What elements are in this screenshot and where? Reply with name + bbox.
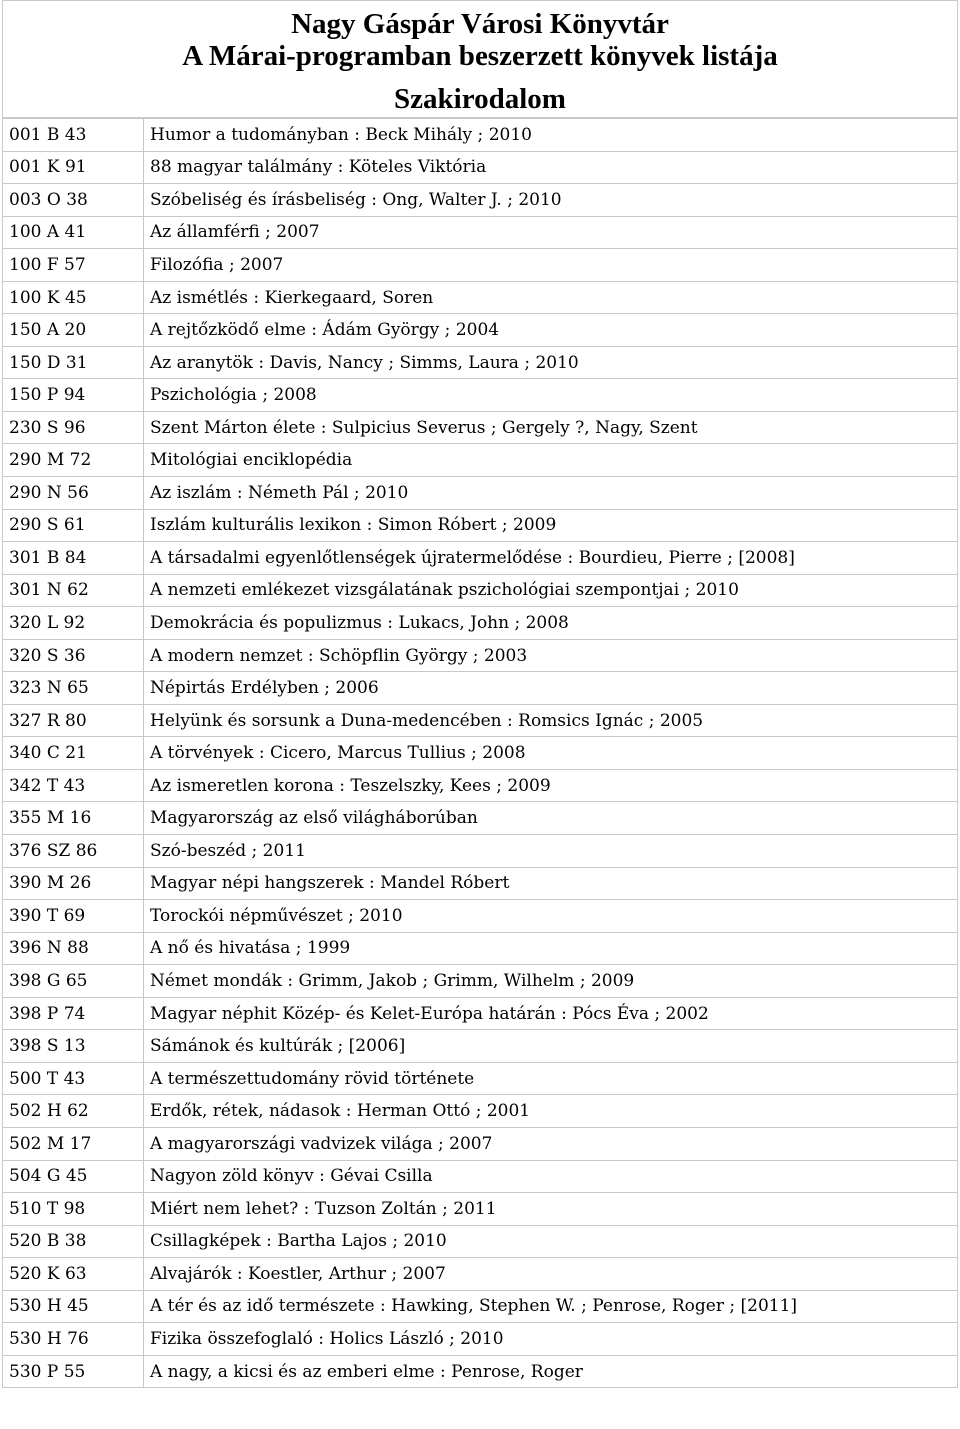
table-row: [3, 835, 958, 868]
table-row: [3, 411, 958, 444]
call-number: 100 K 45: [3, 281, 144, 314]
table-row: [3, 997, 958, 1030]
book-title: Demokrácia és populizmus : Lukacs, John ; 2008: [144, 607, 958, 640]
book-title: Fizika összefoglaló : Holics László ; 2010: [144, 1323, 958, 1356]
call-number: 510 T 98: [3, 1193, 144, 1226]
book-title: Humor a tudományban : Beck Mihály ; 2010: [144, 119, 958, 152]
book-title: Erdők, rétek, nádasok : Herman Ottó ; 2001: [144, 1095, 958, 1128]
library-name: Nagy Gáspár Városi Könyvtár: [291, 8, 669, 40]
call-number: 390 M 26: [3, 867, 144, 900]
table-row: [3, 1062, 958, 1095]
table-row: [3, 184, 958, 217]
call-number: 520 K 63: [3, 1258, 144, 1291]
book-title: Szó-beszéd ; 2011: [144, 835, 958, 868]
table-row: [3, 379, 958, 412]
table-row: [3, 769, 958, 802]
call-number: 230 S 96: [3, 411, 144, 444]
table-row: [3, 281, 958, 314]
table-row: [3, 1290, 958, 1323]
table-row: [3, 314, 958, 347]
book-title: Szóbeliség és írásbeliség : Ong, Walter J. ; 2010: [144, 184, 958, 217]
book-title: Népirtás Erdélyben ; 2006: [144, 672, 958, 705]
table-row: [3, 737, 958, 770]
call-number: 301 N 62: [3, 574, 144, 607]
call-number: 398 G 65: [3, 965, 144, 998]
book-title: Helyünk és sorsunk a Duna-medencében : Romsics Ignác ; 2005: [144, 704, 958, 737]
book-title: A modern nemzet : Schöpflin György ; 2003: [144, 639, 958, 672]
call-number: 502 M 17: [3, 1127, 144, 1160]
section-title: Szakirodalom: [394, 83, 566, 115]
list-title: A Márai-programban beszerzett könyvek listája: [182, 40, 778, 72]
table-row: [3, 965, 958, 998]
table-row: [3, 802, 958, 835]
table-row: [3, 1258, 958, 1291]
book-title: A nő és hivatása ; 1999: [144, 932, 958, 965]
header-block: [2, 0, 958, 118]
book-title: A nemzeti emlékezet vizsgálatának pszichológiai szempontjai ; 2010: [144, 574, 958, 607]
book-title: Magyar néphit Közép- és Kelet-Európa határán : Pócs Éva ; 2002: [144, 997, 958, 1030]
call-number: 340 C 21: [3, 737, 144, 770]
table-row: [3, 509, 958, 542]
book-title: Az ismeretlen korona : Teszelszky, Kees ; 2009: [144, 769, 958, 802]
book-title: Csillagképek : Bartha Lajos ; 2010: [144, 1225, 958, 1258]
call-number: 390 T 69: [3, 900, 144, 933]
table-row: [3, 1030, 958, 1063]
book-title: Szent Márton élete : Sulpicius Severus ; Gergely ?, Nagy, Szent: [144, 411, 958, 444]
call-number: 323 N 65: [3, 672, 144, 705]
table-row: [3, 1355, 958, 1388]
book-title: Magyar népi hangszerek : Mandel Róbert: [144, 867, 958, 900]
call-number: 355 M 16: [3, 802, 144, 835]
call-number: 396 N 88: [3, 932, 144, 965]
book-title: Nagyon zöld könyv : Gévai Csilla: [144, 1160, 958, 1193]
book-title: Pszichológia ; 2008: [144, 379, 958, 412]
book-title: Magyarország az első világháborúban: [144, 802, 958, 835]
table-row: [3, 1127, 958, 1160]
table-row: [3, 1095, 958, 1128]
call-number: 100 A 41: [3, 216, 144, 249]
call-number: 530 P 55: [3, 1355, 144, 1388]
call-number: 150 P 94: [3, 379, 144, 412]
call-number: 150 D 31: [3, 346, 144, 379]
call-number: 530 H 45: [3, 1290, 144, 1323]
book-title: A tér és az idő természete : Hawking, Stephen W. ; Penrose, Roger ; [2011]: [144, 1290, 958, 1323]
call-number: 500 T 43: [3, 1062, 144, 1095]
call-number: 001 K 91: [3, 151, 144, 184]
table-row: [3, 867, 958, 900]
table-row: [3, 932, 958, 965]
call-number: 301 B 84: [3, 542, 144, 575]
book-title: Mitológiai enciklopédia: [144, 444, 958, 477]
table-row: [3, 444, 958, 477]
table-row: [3, 1225, 958, 1258]
book-title: Az iszlám : Németh Pál ; 2010: [144, 477, 958, 510]
book-title: A törvények : Cicero, Marcus Tullius ; 2008: [144, 737, 958, 770]
book-title: Alvajárók : Koestler, Arthur ; 2007: [144, 1258, 958, 1291]
table-row: [3, 1160, 958, 1193]
call-number: 530 H 76: [3, 1323, 144, 1356]
book-title: Iszlám kulturális lexikon : Simon Róbert ; 2009: [144, 509, 958, 542]
book-title: Torockói népművészet ; 2010: [144, 900, 958, 933]
book-title: A rejtőzködő elme : Ádám György ; 2004: [144, 314, 958, 347]
book-title: 88 magyar találmány : Köteles Viktória: [144, 151, 958, 184]
table-row: [3, 477, 958, 510]
book-title: Az államférfi ; 2007: [144, 216, 958, 249]
book-title: Sámánok és kultúrák ; [2006]: [144, 1030, 958, 1063]
book-title: A magyarországi vadvizek világa ; 2007: [144, 1127, 958, 1160]
table-row: [3, 639, 958, 672]
book-title: Az aranytök : Davis, Nancy ; Simms, Laura ; 2010: [144, 346, 958, 379]
call-number: 320 L 92: [3, 607, 144, 640]
table-row: [3, 1193, 958, 1226]
table-row: [3, 900, 958, 933]
table-row: [3, 704, 958, 737]
call-number: 504 G 45: [3, 1160, 144, 1193]
table-row: [3, 249, 958, 282]
book-title: A nagy, a kicsi és az emberi elme : Penrose, Roger: [144, 1355, 958, 1388]
table-row: [3, 216, 958, 249]
table-row: [3, 542, 958, 575]
call-number: 150 A 20: [3, 314, 144, 347]
call-number: 001 B 43: [3, 119, 144, 152]
call-number: 290 M 72: [3, 444, 144, 477]
call-number: 320 S 36: [3, 639, 144, 672]
book-title: A természettudomány rövid története: [144, 1062, 958, 1095]
table-row: [3, 1323, 958, 1356]
call-number: 398 P 74: [3, 997, 144, 1030]
call-number: 327 R 80: [3, 704, 144, 737]
book-title: A társadalmi egyenlőtlenségek újratermelődése : Bourdieu, Pierre ; [2008]: [144, 542, 958, 575]
call-number: 376 SZ 86: [3, 835, 144, 868]
table-row: [3, 672, 958, 705]
call-number: 290 N 56: [3, 477, 144, 510]
call-number: 290 S 61: [3, 509, 144, 542]
call-number: 398 S 13: [3, 1030, 144, 1063]
table-row: [3, 607, 958, 640]
table-row: [3, 574, 958, 607]
table-row: [3, 151, 958, 184]
call-number: 520 B 38: [3, 1225, 144, 1258]
call-number: 502 H 62: [3, 1095, 144, 1128]
book-list-table: [2, 118, 958, 1388]
call-number: 100 F 57: [3, 249, 144, 282]
table-row: [3, 346, 958, 379]
book-title: Német mondák : Grimm, Jakob ; Grimm, Wilhelm ; 2009: [144, 965, 958, 998]
book-title: Filozófia ; 2007: [144, 249, 958, 282]
call-number: 003 O 38: [3, 184, 144, 217]
call-number: 342 T 43: [3, 769, 144, 802]
table-row: [3, 119, 958, 152]
book-title: Miért nem lehet? : Tuzson Zoltán ; 2011: [144, 1193, 958, 1226]
book-title: Az ismétlés : Kierkegaard, Soren: [144, 281, 958, 314]
